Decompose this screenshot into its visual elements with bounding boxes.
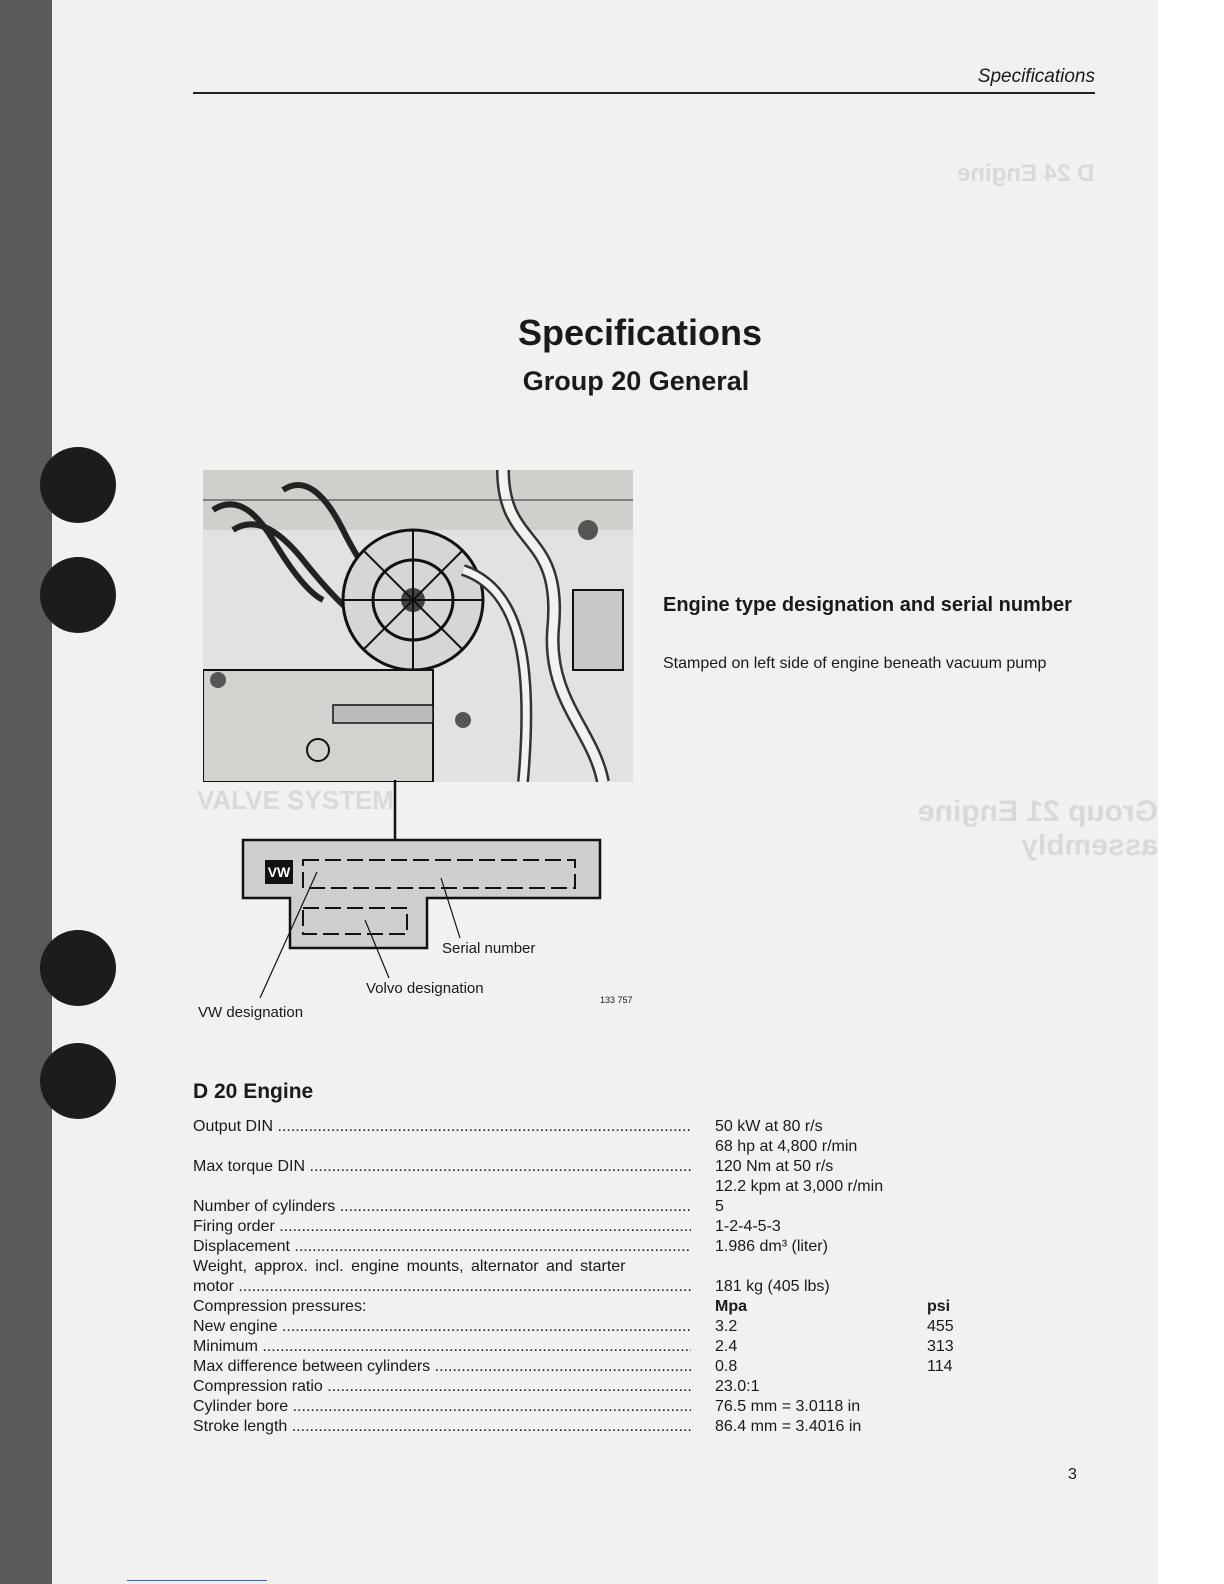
- spec-row: [193, 1258, 973, 1278]
- spec-label: Number of cylinders .....: [193, 1198, 691, 1216]
- spec-value: 76.5 mm = 3.0118 in: [715, 1398, 861, 1415]
- show-through-text: VALVE SYSTEM: [197, 785, 394, 815]
- header-rule: [193, 92, 1095, 94]
- spec-label: Max torque DIN .....: [193, 1158, 691, 1176]
- spec-value-alt: psi: [927, 1298, 951, 1315]
- spec-value: 12.2 kpm at 3,000 r/min: [715, 1178, 884, 1195]
- d20-spec-table: [193, 1118, 973, 1438]
- svg-text:VW: VW: [267, 864, 291, 880]
- spec-value: 86.4 mm = 3.4016 in: [715, 1418, 862, 1435]
- spec-value-alt: 114: [927, 1358, 953, 1375]
- spec-label: New engine .....: [193, 1318, 691, 1336]
- binder-hole: [40, 1043, 116, 1119]
- spec-label: Stroke length .....: [193, 1418, 691, 1436]
- spec-label: Compression ratio .....: [193, 1378, 691, 1396]
- spec-value: 2.4: [715, 1338, 738, 1355]
- spec-row: [193, 1398, 973, 1418]
- spec-value: 50 kW at 80 r/s: [715, 1118, 823, 1135]
- page-number: 3: [1068, 1466, 1077, 1483]
- spec-value: 5: [715, 1198, 724, 1215]
- spec-row: [193, 1278, 973, 1298]
- spec-label: Minimum .....: [193, 1338, 691, 1356]
- spec-row: [193, 1238, 973, 1258]
- spec-row: [193, 1218, 973, 1238]
- spec-row: [193, 1178, 973, 1198]
- spec-value: 1.986 dm³ (liter): [715, 1238, 828, 1255]
- spec-label: Weight, approx. incl. engine mounts, alternator and starter: [193, 1258, 626, 1275]
- spec-value: 0.8: [715, 1358, 738, 1375]
- spec-label: Max difference between cylinders .....: [193, 1358, 691, 1376]
- figure-number: 133 757: [600, 995, 633, 1005]
- spec-value: 3.2: [715, 1318, 738, 1335]
- binder-hole: [40, 447, 116, 523]
- spec-row: [193, 1298, 973, 1318]
- spec-label: Compression pressures:: [193, 1298, 367, 1315]
- callout-serial-number: Serial number: [442, 940, 536, 957]
- spec-value: 120 Nm at 50 r/s: [715, 1158, 834, 1175]
- spec-value: 1-2-4-5-3: [715, 1218, 781, 1235]
- spec-row: [193, 1198, 973, 1218]
- binder-hole: [40, 930, 116, 1006]
- callout-volvo-designation: Volvo designation: [366, 980, 484, 997]
- spec-row: [193, 1418, 973, 1438]
- spec-row: [193, 1318, 973, 1338]
- spec-value-alt: 313: [927, 1338, 954, 1355]
- designation-plate-diagram: [195, 780, 615, 1010]
- spec-label: Output DIN .....: [193, 1118, 691, 1136]
- spec-row: [193, 1358, 973, 1378]
- spec-row: [193, 1338, 973, 1358]
- spec-label: Displacement .....: [193, 1238, 691, 1256]
- page-edge: [1158, 0, 1224, 1584]
- show-through-text: D 24 Engine: [957, 160, 1095, 187]
- engine-id-description: Stamped on left side of engine beneath vacuum pump: [663, 655, 1047, 672]
- spec-label: motor .....: [193, 1278, 691, 1296]
- page-subtitle: Group 20 General: [522, 366, 750, 396]
- d20-engine-heading: D 20 Engine: [193, 1080, 314, 1103]
- callout-vw-designation: VW designation: [198, 1004, 304, 1021]
- engine-illustration: [203, 470, 633, 782]
- spec-value: Mpa: [715, 1298, 747, 1315]
- spec-row: [193, 1118, 973, 1138]
- spec-value: 181 kg (405 lbs): [715, 1278, 830, 1295]
- bottom-link-underline: [127, 1580, 267, 1581]
- spec-value: 68 hp at 4,800 r/min: [715, 1138, 858, 1155]
- spec-label: Firing order .....: [193, 1218, 691, 1236]
- spec-value: 23.0:1: [715, 1378, 760, 1395]
- spec-value-alt: 455: [927, 1318, 954, 1335]
- show-through-text: Group 21 Engine assembly: [917, 795, 1158, 862]
- running-header: Specifications: [977, 66, 1095, 87]
- spec-row: [193, 1158, 973, 1178]
- spec-row: [193, 1378, 973, 1398]
- spec-label: Cylinder bore .....: [193, 1398, 691, 1416]
- engine-id-heading: Engine type designation and serial number: [663, 594, 1072, 616]
- spec-row: [193, 1138, 973, 1158]
- binder-hole: [40, 557, 116, 633]
- page-title: Specifications: [517, 312, 763, 353]
